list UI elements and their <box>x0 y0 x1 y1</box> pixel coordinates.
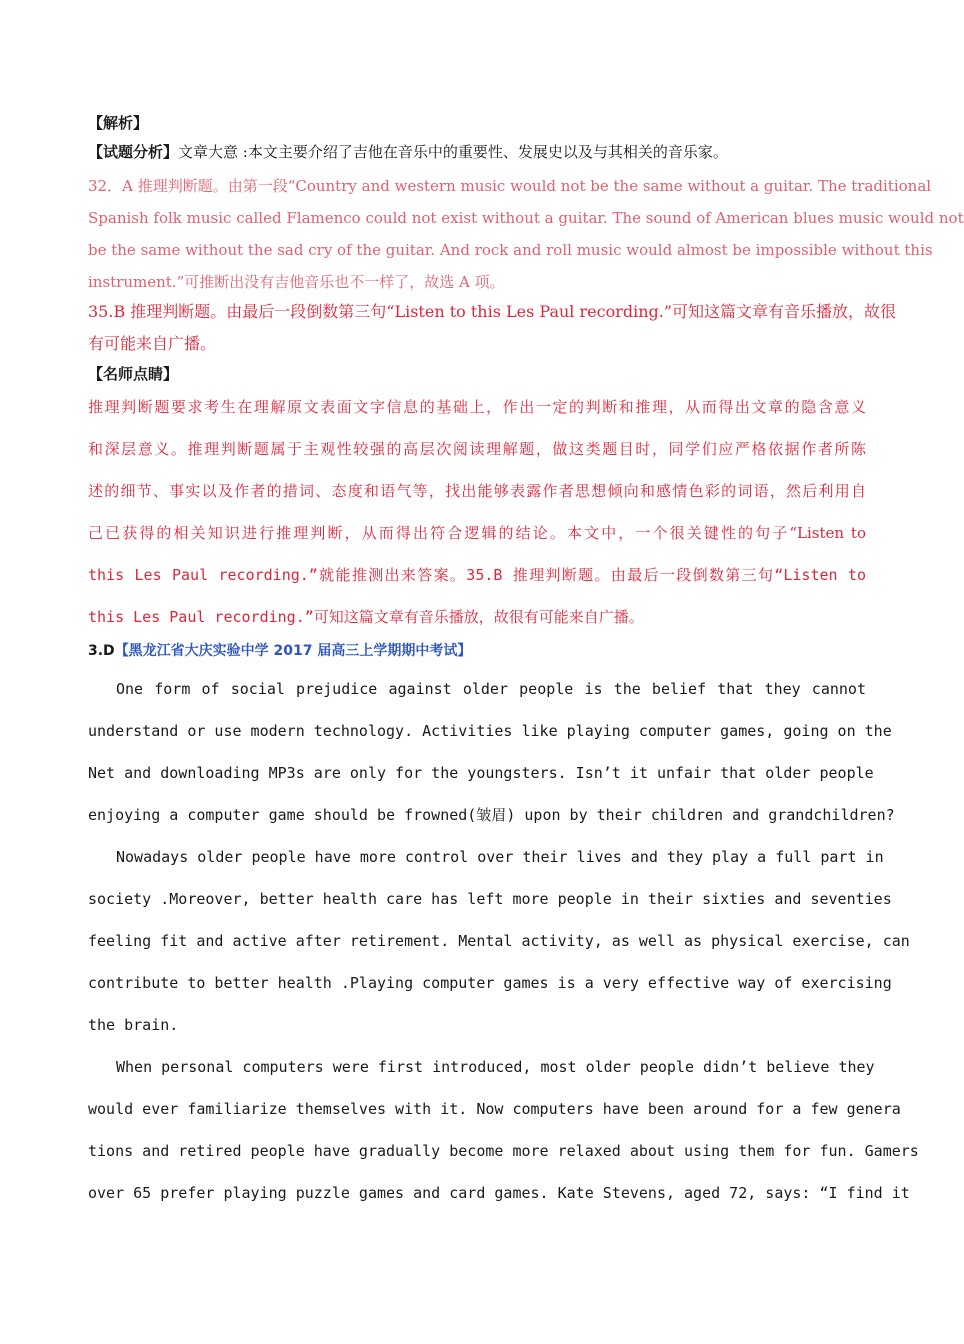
tips-line: this Les Paul recording.”可知这篇文章有音乐播放，故很有可能来自广播。 <box>88 608 644 626</box>
q32-line: 32．A 推理判断题。由第一段“Country and western music would not be the same without a guitar. The traditional <box>88 177 932 195</box>
analysis-summary <box>88 141 866 162</box>
tips-line: 己已获得的相关知识进行推理判断，从而得出符合逻辑的结论。本文中，一个很关键性的句子“Listen to <box>88 524 866 542</box>
passage-line: One form of social prejudice against older people is the belief that they cannot <box>116 680 866 698</box>
q35-line: 有可能来自广播。 <box>88 334 217 353</box>
passage-line: enjoying a computer game should be frowned(皱眉) upon by their children and grandchildren? <box>88 806 895 824</box>
summary-text: 文章大意 :本文主要介绍了吉他在音乐中的重要性、发展史以及与其相关的音乐家。 <box>178 143 728 161</box>
tips-line: 述的细节、事实以及作者的措词、态度和语气等，找出能够表露作者思想倾向和感情色彩的词语，然后利用自 <box>88 482 866 500</box>
passage-line: over 65 prefer playing puzzle games and card games. Kate Stevens, aged 72, says: “I find it <box>88 1184 910 1202</box>
tips-line: 推理判断题要求考生在理解原文表面文字信息的基础上，作出一定的判断和推理，从而得出文章的隐含意义 <box>88 398 866 416</box>
q35-line: 35.B 推理判断题。由最后一段倒数第三句“Listen to this Les Paul recording.”可知这篇文章有音乐播放，故很 <box>88 302 897 321</box>
summary-label: 【试题分析】 <box>88 143 179 161</box>
q32-explanation <box>88 170 964 298</box>
passage-line: the brain. <box>88 1016 179 1034</box>
passage-line: feeling fit and active after retirement. Mental activity, as well as physical exercise, can <box>88 932 910 950</box>
tips-line: this Les Paul recording.”就能推测出来答案。35.B 推理判断题。由最后一段倒数第三句“Listen to <box>88 566 866 584</box>
passage-paragraph <box>88 836 910 1046</box>
tips-heading <box>88 363 866 384</box>
tips-line: 和深层意义。推理判断题属于主观性较强的高层次阅读理解题，做这类题目时，同学们应严格依据作者所陈 <box>88 440 866 458</box>
tips-paragraph <box>88 386 866 638</box>
q32-line: be the same without the sad cry of the guitar. And rock and roll music would almost be impossible without this <box>88 241 933 259</box>
q32-line: instrument.”可推断出没有吉他音乐也不一样了，故选 A 项。 <box>88 273 505 291</box>
passage-line: society .Moreover, better health care has left more people in their sixties and seventies <box>88 890 892 908</box>
passage-header <box>88 640 866 660</box>
passage-line: would ever familiarize themselves with it. Now computers have been around for a few genera <box>88 1100 901 1118</box>
passage-line: contribute to better health .Playing computer games is a very effective way of exercising <box>88 974 892 992</box>
q35-explanation <box>88 296 897 360</box>
analysis-heading <box>88 112 866 133</box>
passage-paragraph <box>88 1046 919 1214</box>
passage-paragraph <box>88 668 895 836</box>
q32-line: Spanish folk music called Flamenco could not exist without a guitar. The sound of American blues music would not <box>88 209 964 227</box>
passage-body <box>88 668 919 1214</box>
passage-line: Net and downloading MP3s are only for the youngsters. Isn’t it unfair that older people <box>88 764 874 782</box>
passage-line: When personal computers were first introduced, most older people didn’t believe they <box>116 1058 875 1076</box>
passage-line: understand or use modern technology. Activities like playing computer games, going on the <box>88 722 892 740</box>
analysis-heading-text: 【解析】 <box>88 114 149 132</box>
passage-number: 3.D <box>88 643 115 659</box>
passage-source: 【黑龙江省大庆实验中学 2017 届高三上学期期中考试】 <box>114 643 472 659</box>
tips-heading-text: 【名师点睛】 <box>88 365 179 383</box>
passage-line: tions and retired people have gradually become more relaxed about using them for fun. Gamers <box>88 1142 919 1160</box>
passage-line: Nowadays older people have more control over their lives and they play a full part in <box>116 848 884 866</box>
